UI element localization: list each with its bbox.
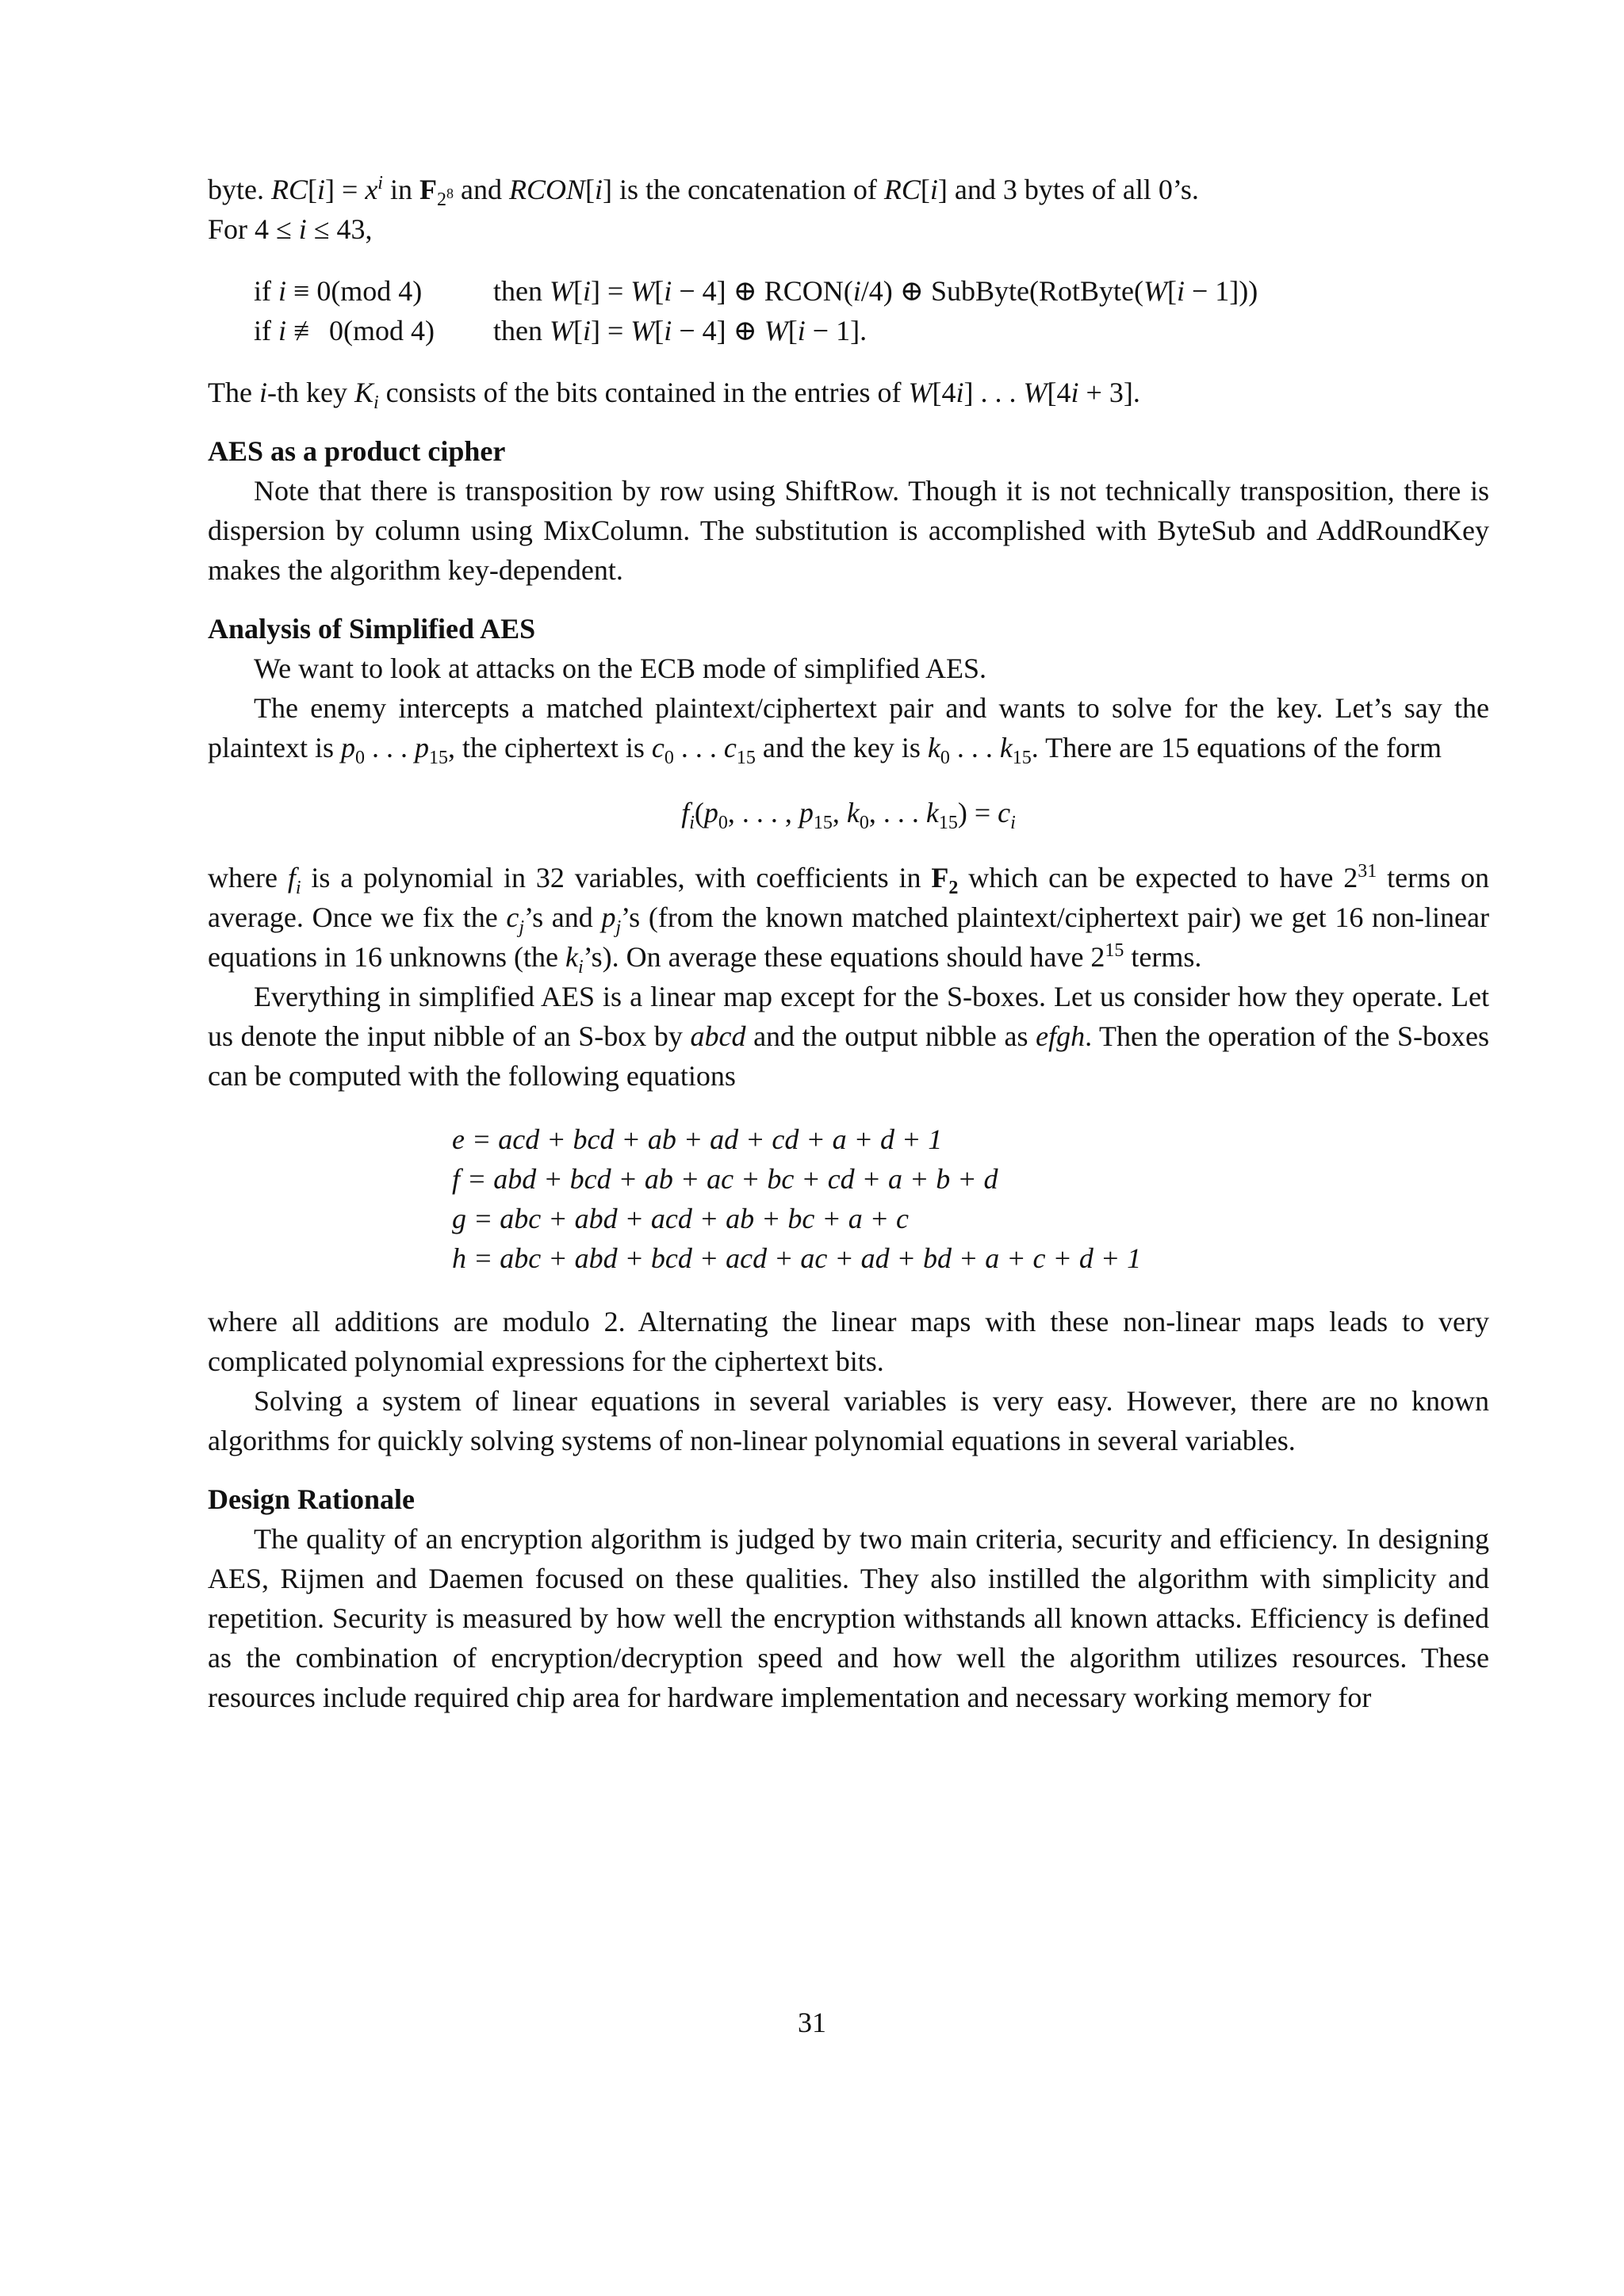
key-schedule-row-2	[254, 311, 1489, 350]
key-schedule-rule-1: then W[i] = W[i − 4] ⊕ RCON(i/4) ⊕ SubByte(RotByte(W[i − 1]))	[493, 275, 1258, 307]
section-heading-product-cipher: AES as a product cipher	[208, 435, 506, 467]
section-heading-analysis: Analysis of Simplified AES	[208, 613, 536, 645]
sbox-equation-h: h = abc + abd + bcd + acd + ac + ad + bd + a + c + d + 1	[452, 1242, 1142, 1274]
equation-fi: $f_i(p_0$, . . . , $p_{15}$, $k_0$, . . . $k_{15}) = c_i$	[681, 797, 1016, 834]
sbox-equation-g: g = abc + abd + acd + ab + bc + a + c	[452, 1203, 909, 1234]
key-schedule-block	[254, 271, 1489, 350]
paragraph-after-equation: where $f_i$ is a polynomial in 32 variables, with coefficients in $F_2$ which can be expected to have $2^{31}$ terms on average. Once we fix the $c_j’s$ and $p_j’s$ (from the known matched plaintext/ciphertext pair) we get 16 non-linear equations in 16 unknowns (the $k_i’s$). On average these equations should have $2^{15}$ terms.	[208, 861, 1490, 978]
key-schedule-condition-2: if i ≢ 0(mod 4)	[254, 315, 435, 346]
key-schedule-rule-2: then W[i] = W[i − 4] ⊕ W[i − 1].	[493, 315, 868, 346]
page-number: 31	[798, 2007, 826, 2038]
key-sentence: The i-th key $K_i$ consists of the bits contained in the entries of W[4i] . . . W[4i + 3].	[208, 377, 1140, 414]
intro-line-2: For 4 ≤ i ≤ 43,	[208, 213, 373, 245]
sbox-equations	[452, 1119, 1489, 1278]
paragraph-sbox-intro: Everything in simplified AES is a linear map except for the S-boxes. Let us consider how they operate. Let us denote the input nibble of an S-box by abcd and the output nibble as efgh. Then the operation of the S-boxes can be computed with the following equations	[208, 981, 1489, 1092]
intro-line-1-text: byte. $RC[i] = x^i$ in $F_{2^8}$ and RCON[i] is the concatenation of RC[i] and 3 bytes of all 0’s.	[208, 173, 1199, 211]
section-heading-design-rationale: Design Rationale	[208, 1483, 415, 1515]
sbox-equation-e: e = acd + bcd + ab + ad + cd + a + d + 1	[452, 1123, 943, 1155]
key-schedule-row-1	[254, 271, 1489, 311]
sbox-equation-f: f = abd + bcd + ab + ac + bc + cd + a + b + d	[452, 1163, 998, 1195]
paper-page	[208, 170, 1489, 1717]
paragraph-design-rationale: The quality of an encryption algorithm is judged by two main criteria, security and efficiency. In designing AES, Rijmen and Daemen focused on these qualities. They also instilled the algorithm with simplicity and repetition. Security is measured by how well the encryption withstands all known attacks. Efficiency is defined as the combination of encryption/decryption speed and how well the algorithm utilizes resources. These resources include required chip area for hardware implementation and necessary working memory for	[208, 1523, 1489, 1713]
intro-line-1	[208, 170, 1489, 209]
paragraph-solving: Solving a system of linear equations in several variables is very easy. However, there are no known algorithms for quickly solving systems of non-linear polynomial equations in several variables.	[208, 1385, 1489, 1456]
key-schedule-condition-1: if i ≡ 0(mod 4)	[254, 275, 423, 307]
paragraph-analysis-1: We want to look at attacks on the ECB mode of simplified AES.	[254, 652, 986, 684]
paragraph-modulo: where all additions are modulo 2. Alternating the linear maps with these non-linear maps leads to very complicated polynomial expressions for the ciphertext bits.	[208, 1306, 1489, 1377]
paragraph-analysis-2: The enemy intercepts a matched plaintext/ciphertext pair and wants to solve for the key. Let’s say the plaintext is $p_0$ . . . $p_{15}$, the ciphertext is $c_0$ . . . $c_{15}$ and the key is $k_0$ . . . $k_{15}$. There are 15 equations of the form	[208, 692, 1489, 769]
paragraph-product-cipher: Note that there is transposition by row using ShiftRow. Though it is not technically transposition, there is dispersion by column using MixColumn. The substitution is accomplished with ByteSub and AddRoundKey makes the algorithm key-dependent.	[208, 475, 1489, 586]
